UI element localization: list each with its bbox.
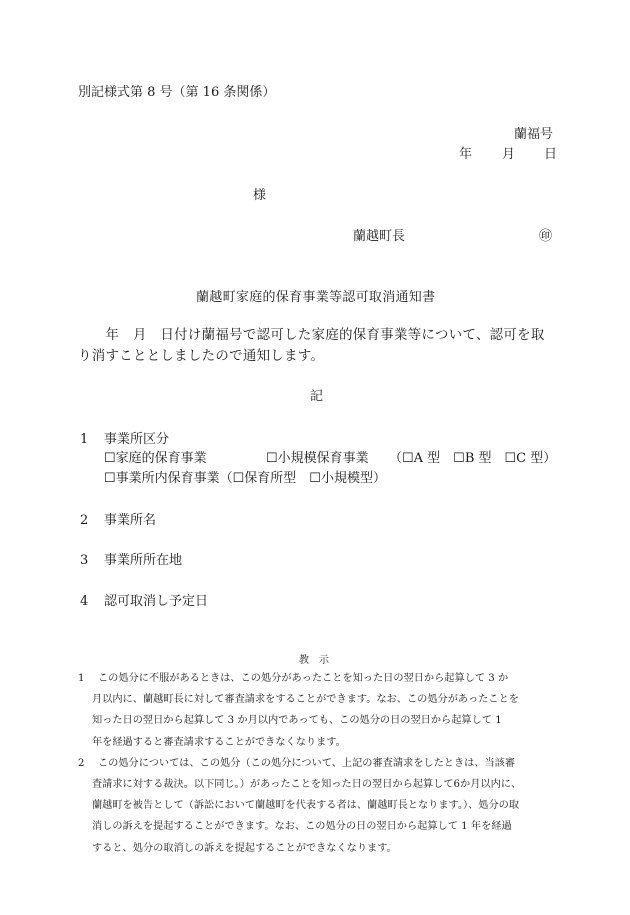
notice-item-1 bbox=[78, 668, 558, 753]
date-day-label: 日 bbox=[544, 147, 558, 162]
notice-item-2-line: すると、処分の取消しの訴えを提起することができなくなります。 bbox=[92, 842, 397, 854]
category-small-checkbox[interactable]: ☐小規模保育事業 bbox=[266, 451, 369, 466]
document-title: 蘭越町家庭的保育事業等認可取消通知書 bbox=[196, 290, 436, 305]
notice-item-1-line: 月以内に、蘭越町長に対して審査請求をすることができます。なお、この処分があったことを bbox=[92, 694, 519, 706]
notice-item-1-line: 知った日の翌日から起算して 3 か月以内であっても、この処分の日の翌日から起算して 1 bbox=[92, 715, 502, 727]
body-text bbox=[78, 325, 558, 367]
notice-item-1-line: 年を経過すると審査請求することができなくなります。 bbox=[92, 736, 346, 748]
date-month-label: 月 bbox=[502, 147, 516, 162]
notice-item-2-line: この処分については、この処分（この処分について、上記の審査請求をしたときは、当該審 bbox=[98, 757, 516, 769]
category-family-checkbox[interactable]: ☐家庭的保育事業 bbox=[104, 451, 207, 466]
notice-heading: 教 示 bbox=[299, 655, 329, 666]
item-3-number: 3 bbox=[80, 553, 89, 568]
notice-item-2-line: 消しの訴えを提起することができます。なお、この処分の日の翌日から起算して 1 年を経過 bbox=[92, 821, 512, 833]
notice-item-2-line: 蘭越町を被告として（訴訟において蘭越町を代表する者は、蘭越町長となります。）、処分の取 bbox=[92, 800, 520, 812]
sender-title: 蘭越町長 bbox=[353, 229, 406, 244]
category-workplace-checkbox[interactable]: ☐事業所内保育事業（☐保育所型 ☐小規模型） bbox=[104, 471, 386, 486]
form-number: 別記様式第 8 号（第 16 条関係） bbox=[78, 85, 276, 100]
notice-item-2-number: 2 bbox=[78, 757, 85, 769]
body-line-1: 年 月 日付け蘭福号で認可した家庭的保育事業等について、認可を取 bbox=[78, 328, 545, 343]
ki-heading: 記 bbox=[310, 389, 324, 404]
item-1-number: 1 bbox=[80, 432, 89, 447]
date-year-label: 年 bbox=[459, 147, 473, 162]
notice-item-1-number: 1 bbox=[78, 673, 85, 684]
item-3-label: 事業所所在地 bbox=[104, 553, 183, 568]
notice-item-2-line: 査請求に対する裁決。以下同じ。）があったことを知った日の翌日から起算して6か月以内に、 bbox=[92, 779, 522, 791]
addressee-honorific: 様 bbox=[253, 188, 267, 203]
item-4-number: 4 bbox=[80, 594, 89, 609]
notice-item-2 bbox=[78, 753, 558, 859]
item-1-label: 事業所区分 bbox=[104, 432, 170, 447]
item-2-label: 事業所名 bbox=[104, 513, 157, 528]
notice-section bbox=[78, 668, 558, 859]
notice-item-1-line: この処分に不服があるときは、この処分があったことを知った日の翌日から起算して 3 か bbox=[98, 673, 509, 684]
seal-mark: ㊞ bbox=[539, 229, 553, 244]
item-2-number: 2 bbox=[80, 513, 89, 528]
body-line-2: り消すこととしましたので通知します。 bbox=[78, 349, 325, 364]
category-types-checkboxes[interactable]: （☐A 型 ☐B 型 ☐C 型） bbox=[389, 451, 557, 466]
item-4-label: 認可取消し予定日 bbox=[104, 594, 209, 609]
document-number-label: 蘭福号 bbox=[514, 127, 554, 142]
